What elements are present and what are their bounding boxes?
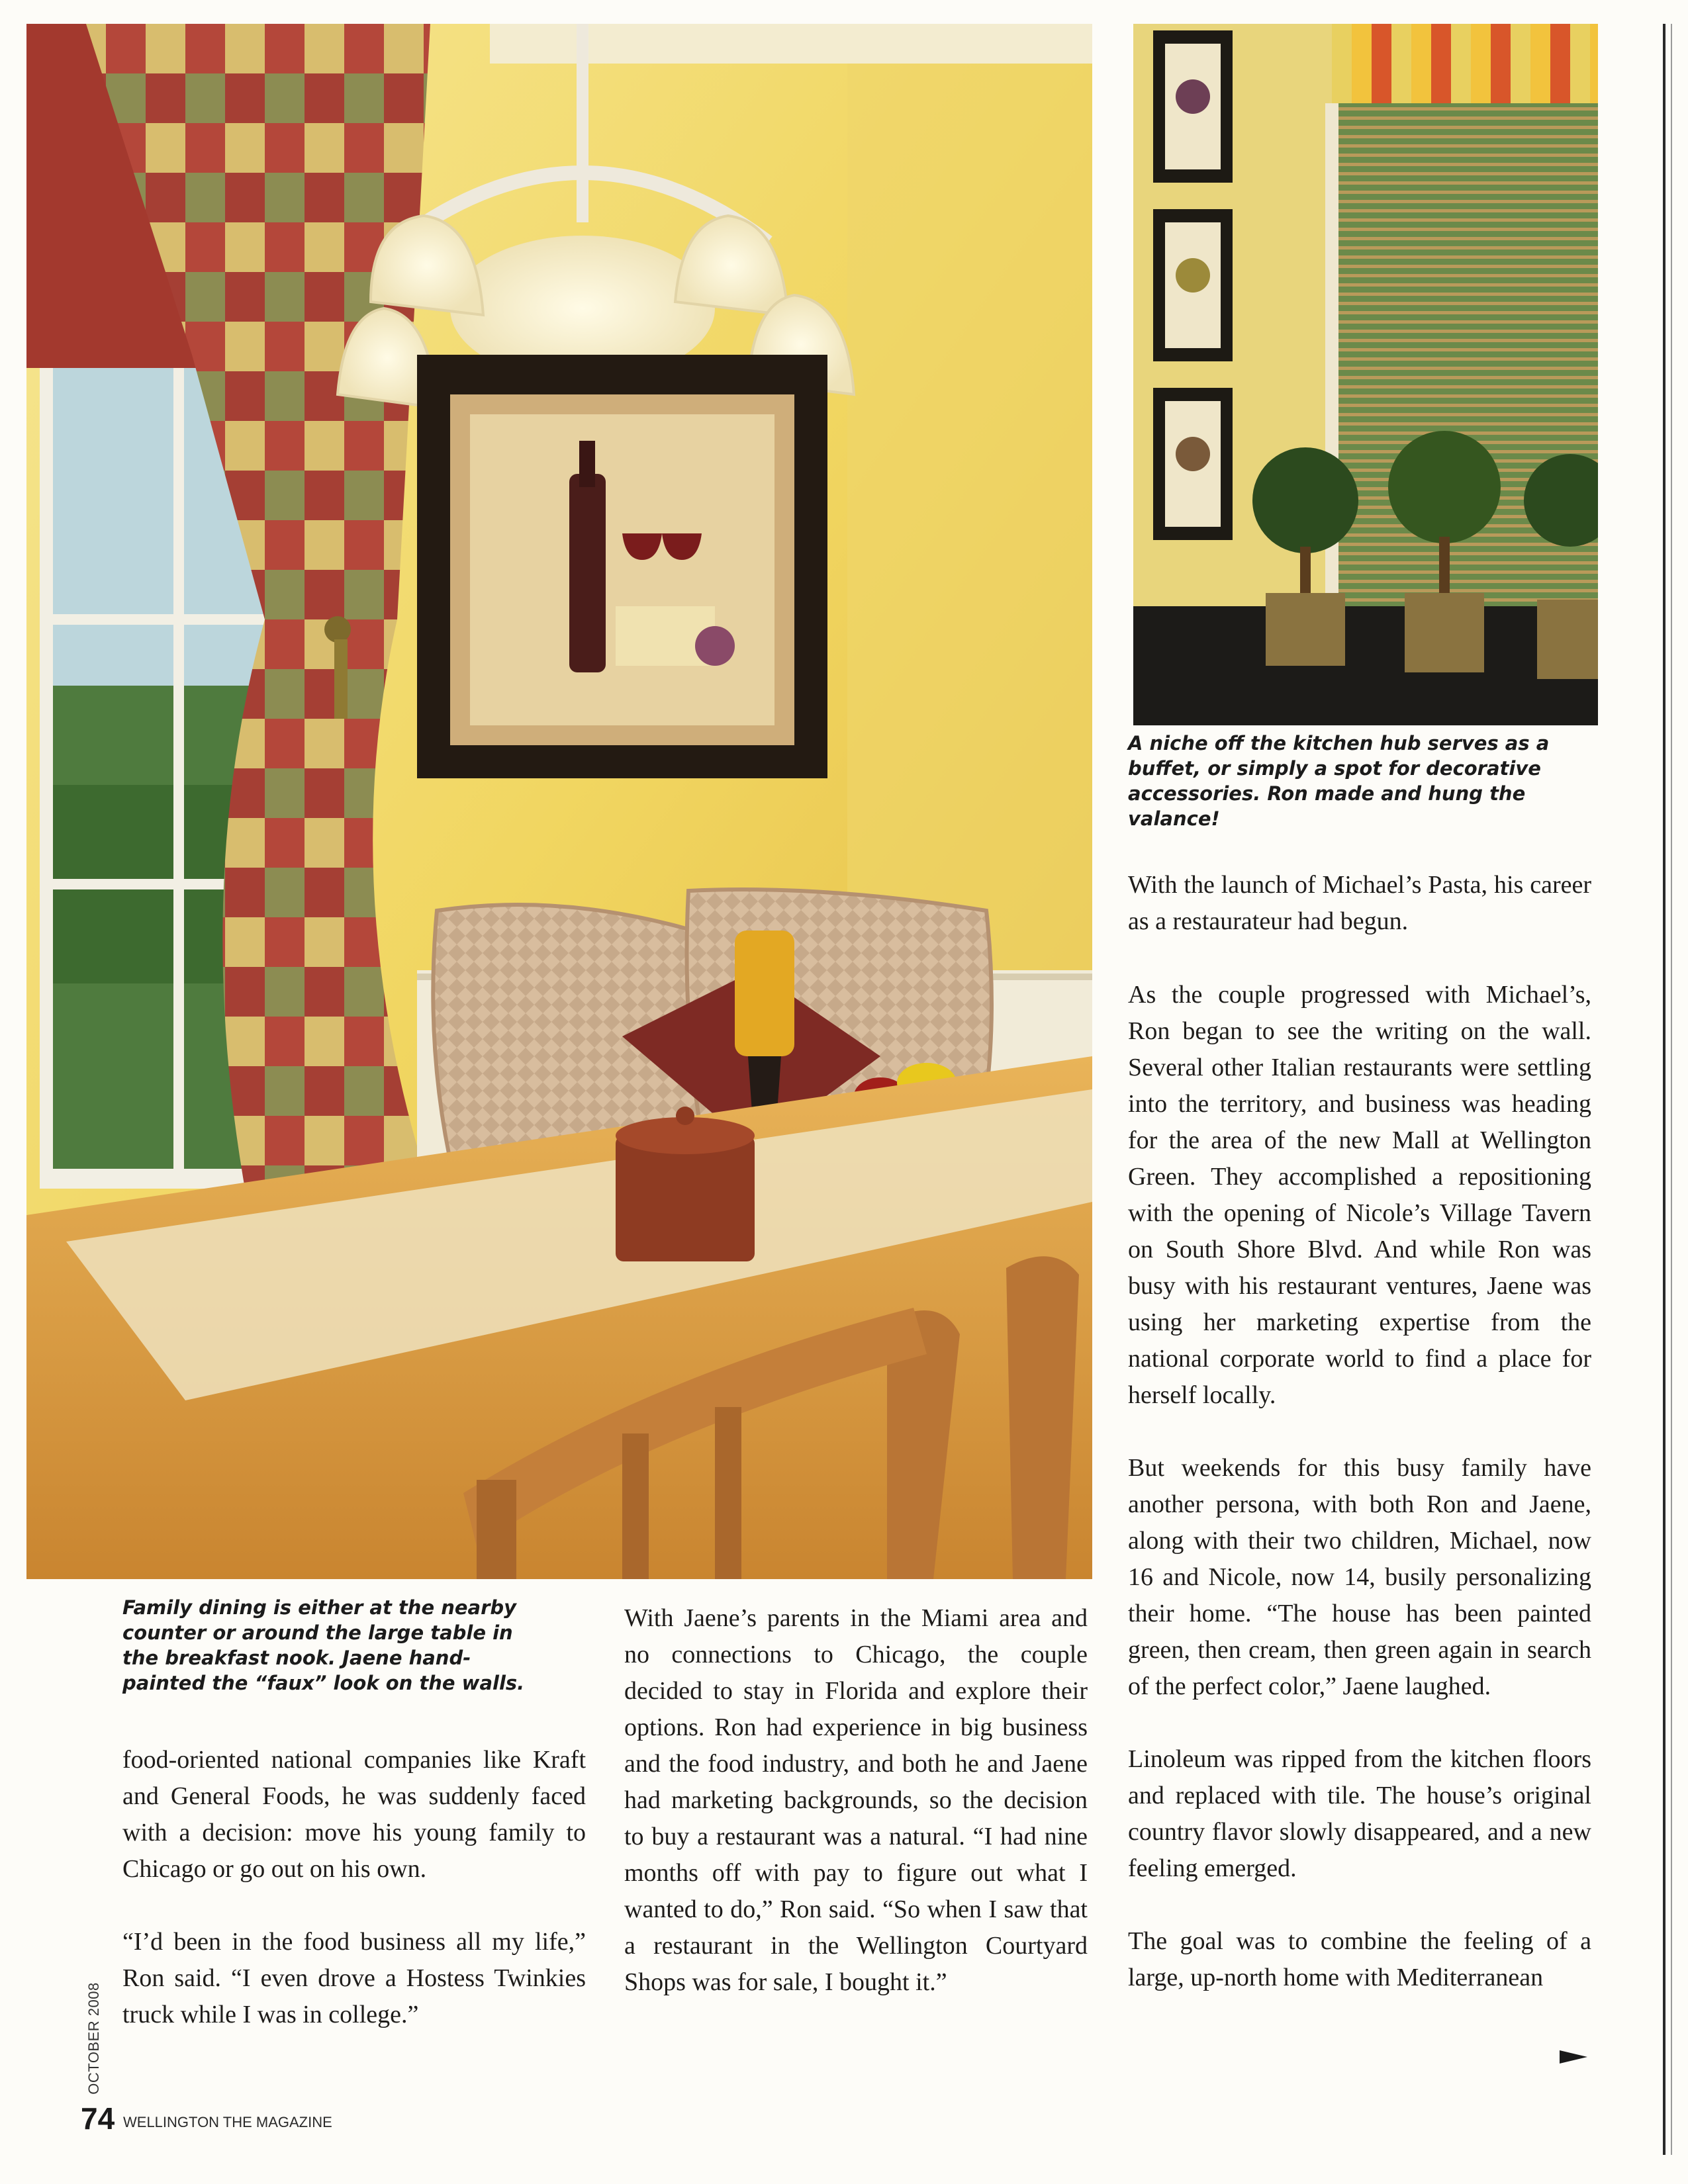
article-paragraph: But weekends for this busy family have another persona, with both Ron and Jaene, along with their two children, Michael, now 16 and Nicole, now 14, busily personalizing their home. “The house has been painted green, then cream, then green again in search of the perfect color,” Jaene laughed.	[1128, 1454, 1591, 1700]
article-column-3-top	[1128, 867, 1591, 940]
article-paragraph: food-oriented national companies like Kraft and General Foods, he was suddenly faced with a decision: move his young family to Chicago or go out on his own.	[122, 1746, 586, 1883]
page-edge-shadow	[1671, 24, 1672, 2155]
niche-photo	[1133, 24, 1598, 725]
niche-photo-illustration	[1133, 24, 1598, 725]
article-paragraph: The goal was to combine the feeling of a large, up-north home with Mediterranean	[1128, 1927, 1591, 1991]
continue-arrow-icon	[1560, 2048, 1587, 2066]
article-column-2	[624, 1600, 1088, 2001]
article-paragraph: Linoleum was ripped from the kitchen floors and replaced with tile. The house’s original country flavor slowly disappeared, and a new feeling emerged.	[1128, 1745, 1591, 1882]
dining-photo-illustration	[26, 24, 1092, 1579]
article-paragraph: With the launch of Michael’s Pasta, his career as a restaurateur had begun.	[1128, 871, 1591, 935]
issue-date: OCTOBER 2008	[85, 1982, 102, 2095]
article-column-1	[122, 1742, 586, 2033]
article-paragraph: With Jaene’s parents in the Miami area and no connections to Chicago, the couple decided to stay in Florida and explore their options. Ron had experience in big business and the food industry, and both he and Jaene had marketing backgrounds, so the decision to buy a restaurant was a natural. “I had nine months off with pay to figure out what I wanted to do,” Ron said. “So when I saw that a restaurant in the Wellington Courtyard Shops was for sale, I bought it.”	[624, 1604, 1088, 1996]
dining-photo-caption: Family dining is either at the nearby counter or around the large table in the breakfast nook. Jaene hand-painted the “faux” look on the walls.	[122, 1596, 525, 1694]
dining-photo	[26, 24, 1092, 1579]
page-number: 74	[81, 2101, 115, 2136]
article-paragraph: As the couple progressed with Michael’s, Ron began to see the writing on the wall. Several other Italian restaurants were settling into the territory, and business was heading for the area of the new Mall at Wellington Green. They accomplished a repositioning with the opening of Nicole’s Village Tavern on South Shore Blvd. And while Ron was busy with his restaurant ventures, Jaene was using her marketing expertise from the national corporate world to find a place for herself locally.	[1128, 981, 1591, 1409]
magazine-name: WELLINGTON THE MAGAZINE	[123, 2114, 332, 2130]
niche-photo-caption: A niche off the kitchen hub serves as a buffet, or simply a spot for decorative accessories. Ron made and hung the valance!	[1128, 732, 1550, 830]
page-edge	[1663, 24, 1665, 2155]
article-paragraph: “I’d been in the food business all my life,” Ron said. “I even drove a Hostess Twinkies truck while I was in college.”	[122, 1928, 586, 2028]
article-column-3	[1128, 977, 1591, 1996]
